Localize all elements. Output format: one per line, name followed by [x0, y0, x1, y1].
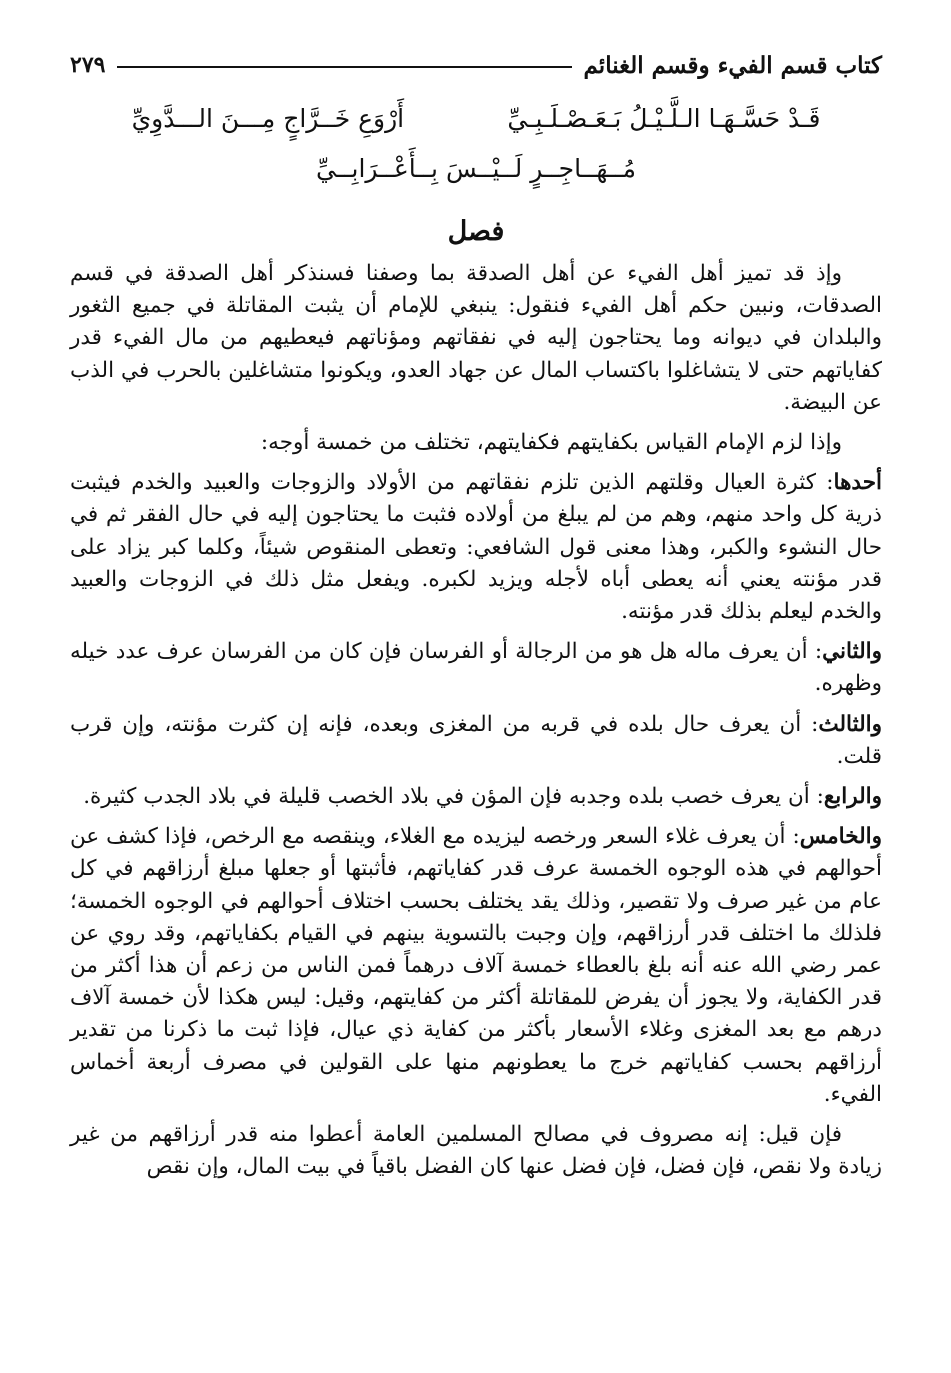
- poem-hemistich-1b: أَرْوَعِ خَــرَّاجٍ مِـــنَ الـــدَّوِيِّ: [131, 104, 405, 133]
- paragraph: [70, 1119, 882, 1183]
- paragraph: [70, 258, 882, 419]
- paragraph: [70, 636, 882, 700]
- paragraph: [70, 709, 882, 773]
- paragraph: [70, 821, 882, 1111]
- section-heading: فصل: [447, 216, 505, 247]
- poem-hemistich-1a: قَـدْ حَسَّـهَـا الـلَّـيْـلُ بَـعَـصْـلَـبِـيِّ: [507, 104, 821, 133]
- paragraph-lead: والثالث: [818, 711, 882, 737]
- paragraph-text: وإذا لزم الإمام القياس بكفايتهم فكفايتهم، تختلف من خمسة أوجه:: [260, 430, 842, 456]
- header-rule: [117, 66, 571, 68]
- paragraph-text: فإن قيل: إنه مصروف في مصالح المسلمين العامة أعطوا منه قدر أرزاقهم من غير زيادة ولا نقص، فإن فضل، فإن فضل عنها كان الفضل باقياً في بيت المال، وإن نقص: [70, 1122, 882, 1180]
- page-number: ٢٧٩: [70, 52, 106, 78]
- paragraph-text: : أن يعرف حال بلده في قربه من المغزى وبعده، فإنه إن كثرت مؤنته، وإن قرب قلت.: [70, 711, 882, 769]
- poem-line-1: [70, 94, 882, 144]
- chapter-title: كتاب قسم الفيء وقسم الغنائم: [583, 51, 882, 79]
- poem-verses: [70, 94, 882, 194]
- document-page: [70, 40, 882, 1360]
- paragraph-lead: والرابع: [823, 784, 882, 810]
- paragraph: [70, 781, 882, 813]
- paragraph: [70, 427, 882, 459]
- paragraph-text: : أن يعرف خصب بلده وجدبه فإن المؤن في بلاد الخصب قليلة في بلاد الجدب كثيرة.: [83, 784, 824, 810]
- paragraph-text: : كثرة العيال وقلتهم الذين تلزم نفقاتهم من الأولاد والزوجات والعبيد والخدم فيثبت ذرية كل واحد منهم، وهم من لم يبلغ من أولاده فثبت ما يحتاجون إليه في حال الفقر ثم في حال النشوء والكبر، وهذا معنى قول الشافعي: وتعطى المنقوص شيئاً، وكلما كبر يزاد على قدر مؤنته يعني أنه يعطى أباه لأجله ويزيد لكبره. ويفعل مثل ذلك في الزوجات والعبيد والخدم ليعلم بذلك قدر مؤنته.: [70, 470, 882, 625]
- paragraph-lead: أحدها: [833, 470, 882, 496]
- paragraph-text: : أن يعرف ماله هل هو من الرجالة أو الفرسان فإن كان من الفرسان عرف عدد خيله وظهره.: [70, 639, 882, 697]
- poem-hemistich-2: مُــهَــاجِــرٍ لَــيْــسَ بِــأَعْــرَابِــيِّ: [316, 154, 636, 183]
- paragraph: [70, 467, 882, 628]
- paragraph-text: وإذ قد تميز أهل الفيء عن أهل الصدقة بما وصفنا فسنذكر أهل الصدقة في قسم الصدقات، ونبين حكم أهل الفيء فنقول: ينبغي للإمام أن يثبت المقاتلة في جميع الثغور والبلدان في ديوانه وما يحتاجون إليه في نفقاتهم ومؤناتهم فيعطيهم من مال الفيء قدر كفاياتهم حتى لا يتشاغلوا باكتساب المال عن جهاد العدو، ويكونوا متشاغلين بالحرب في الذب عن البيضة.: [70, 261, 882, 415]
- running-header: [70, 40, 882, 90]
- paragraph-lead: والخامس: [799, 824, 882, 850]
- paragraph-text: : أن يعرف غلاء السعر ورخصه ليزيده مع الغلاء، وينقصه مع الرخص، فإذا كشف عن أحوالهم في هذه الوجوه الخمسة عرف قدر كفاياتهم، فأثبتها أو جعلها مبلغ أرزاقهم في كل عام من غير صرف ولا تقصير، وذلك يقد يختلف بحسب اختلاف أحوالهم في الوجوه الخمسة؛ فلذلك ما اختلف قدر أرزاقهم، وإن وجبت بالتسوية بينهم في القيام بكفاياتهم، وقد روي عن عمر رضي الله عنه أنه بلغ بالعطاء خمسة آلاف درهماً فمن الناس من زعم أن هذا أكثر من قدر الكفاية، ولا يجوز أن يفرض للمقاتلة أكثر من كفايتهم، وقيل: ليس هكذا لأن خمسة آلاف درهم مع بعد المغزى وغلاء الأسعار بأكثر من كفاية ذي عيال، فإذا ثبت ما ذكرنا من تقدير أرزاقهم بحسب كفاياتهم خرج ما يعطونهم منها على القولين في مصرف أربعة أخماس الفيء.: [70, 824, 882, 1107]
- paragraph-lead: والثاني: [822, 639, 882, 665]
- poem-line-2: [70, 144, 882, 194]
